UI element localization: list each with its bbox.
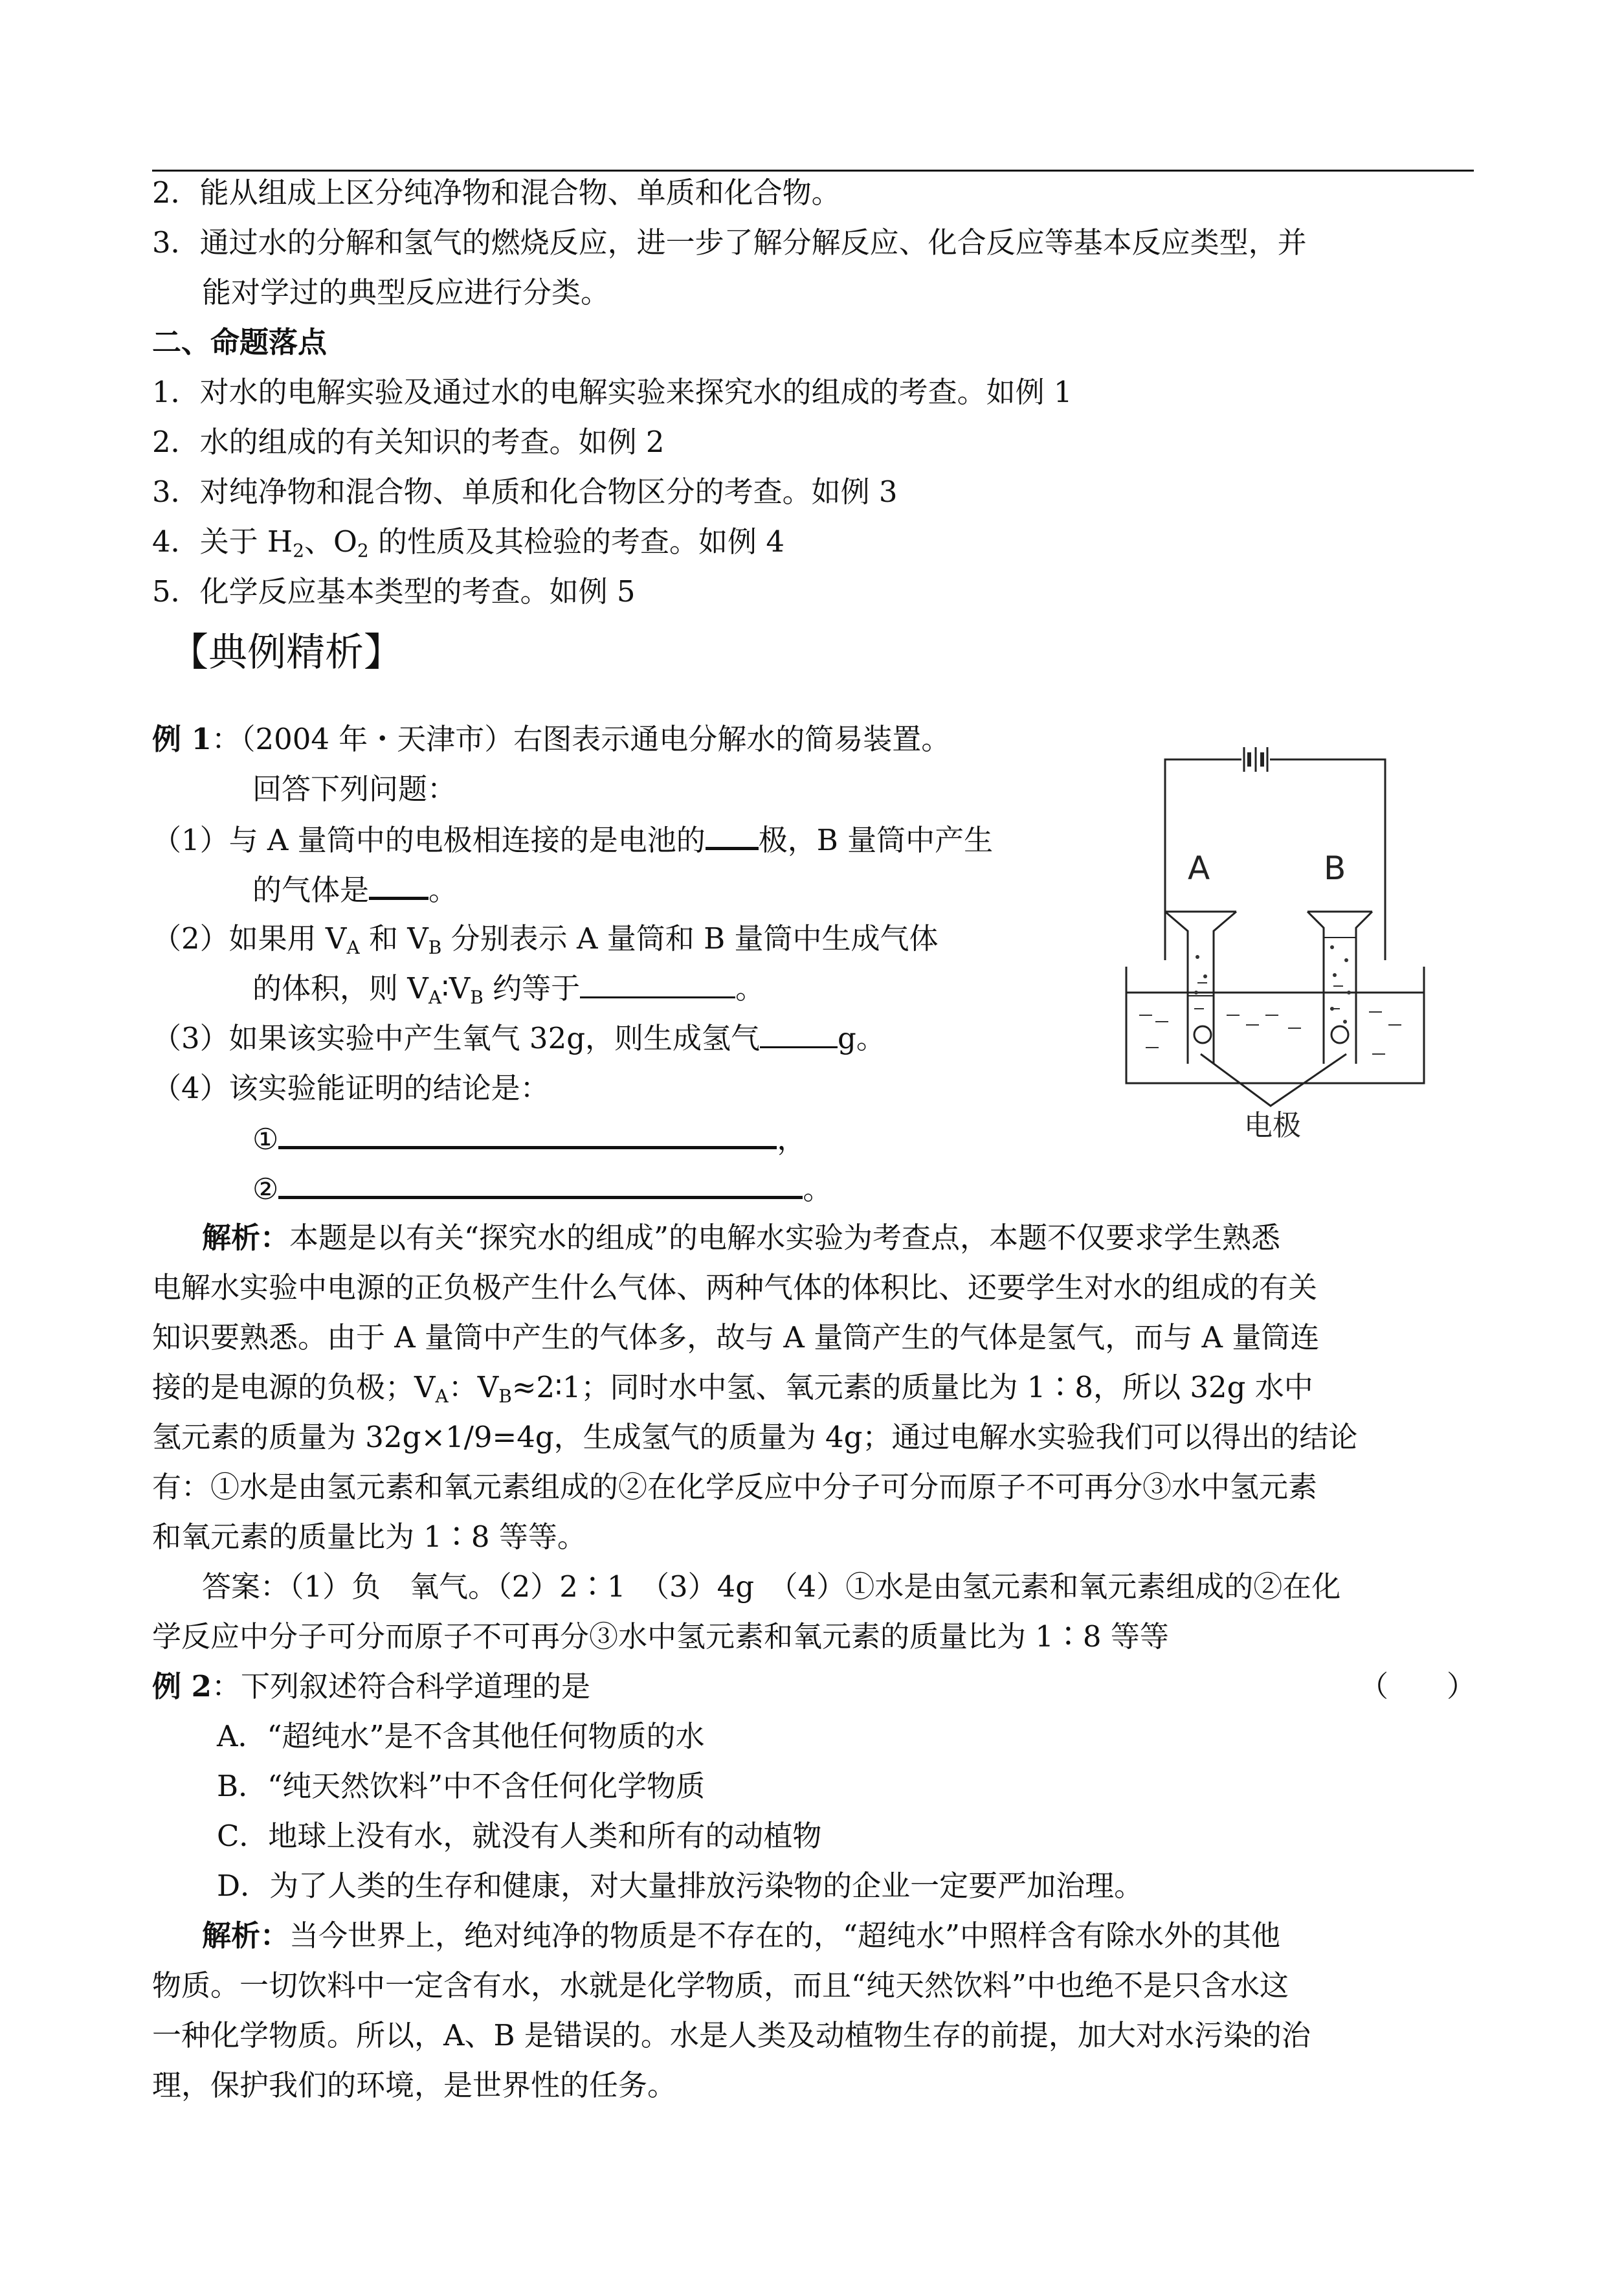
conclusion-2-marker: ② — [252, 1172, 279, 1206]
example-2-analysis-4: 理，保护我们的环境，是世界性的任务。 — [152, 2068, 677, 2102]
q3-text-a: （3）如果该实验中产生氧气 32g，则生成氢气 — [152, 1021, 761, 1055]
q2-text-f: 约等于 — [483, 971, 581, 1006]
cylinder-b-label: B — [1324, 849, 1346, 887]
example-2-question — [152, 1667, 590, 1706]
example-1-answer-1: 答案：（1）负 氧气。（2）2∶1 （3）4g （4）①水是由氢元素和氧元素组成的②在化 — [202, 1569, 1341, 1604]
conclusion-1-end: ， — [777, 1122, 806, 1156]
electrolysis-apparatus-diagram — [1100, 737, 1463, 1138]
answer-blank-4[interactable] — [760, 1019, 838, 1048]
option-c: C．地球上没有水，就没有人类和所有的动植物 — [217, 1819, 822, 1853]
q3-text-b: g。 — [838, 1021, 885, 1055]
gas-bubbles — [1194, 945, 1351, 1024]
proposition-item-4 — [152, 522, 784, 561]
answer-parentheses[interactable]: （ ） — [1359, 1669, 1476, 1703]
section-title-proposition: 二、命题落点 — [152, 325, 328, 359]
objective-item-2: 2．能从组成上区分纯净物和混合物、单质和化合物。 — [152, 175, 841, 210]
water-trough — [1126, 967, 1424, 1083]
cylinder-a — [1165, 912, 1236, 1064]
q1-text-d: 。 — [428, 873, 458, 907]
example-1-analysis-1 — [202, 1219, 1280, 1257]
example-1-intro — [152, 720, 950, 759]
example-2-label: 例 2 — [152, 1669, 212, 1703]
proposition-item-2: 2．水的组成的有关知识的考查。如例 2 — [152, 425, 665, 459]
analysis-4b: ：V — [448, 1370, 499, 1404]
proposition-item-1: 1．对水的电解实验及通过水的电解实验来探究水的组成的考查。如例 1 — [152, 375, 1073, 409]
cylinder-a-label: A — [1188, 849, 1210, 887]
analysis-label-2: 解析： — [202, 1918, 290, 1953]
answer-blank-1[interactable] — [706, 820, 759, 850]
example-2-analysis-3: 一种化学物质。所以，A、B 是错误的。水是人类及动植物生存的前提，加大对水污染的治 — [152, 2018, 1311, 2052]
section-title-examples: 【典例精析】 — [170, 630, 403, 675]
analysis-4-sub-b: B — [498, 1386, 512, 1407]
example-2-analysis-1 — [202, 1916, 1280, 1955]
q1-text-b: 极，B 量筒中产生 — [758, 823, 994, 857]
example-2-analysis-2: 物质。一切饮料中一定含有水，水就是化学物质，而且“纯天然饮料”中也绝不是只含水这 — [152, 1968, 1289, 2003]
q2-text-d: 的体积，则 V — [252, 971, 428, 1006]
objective-item-3: 3．通过水的分解和氢气的燃烧反应，进一步了解分解反应、化合反应等基本反应类型，并 — [152, 225, 1307, 260]
item4-sub-2: 2 — [357, 540, 369, 561]
example-2-question-text: ：下列叙述符合科学道理的是 — [211, 1669, 590, 1703]
item4-sub-1: 2 — [293, 540, 305, 561]
conclusion-1 — [252, 1119, 806, 1159]
q1-text-c: 的气体是 — [252, 873, 370, 907]
question-2-cont — [252, 969, 764, 1008]
example-1-analysis-3: 知识要熟悉。由于 A 量筒中产生的气体多，故与 A 量筒产生的气体是氢气，而与 A 量筒连 — [152, 1320, 1320, 1354]
question-3 — [152, 1019, 885, 1058]
electrode-b — [1331, 1026, 1348, 1043]
question-1 — [152, 820, 993, 860]
example-1-intro-text: ：（2004 年・天津市）右图表示通电分解水的简易装置。 — [211, 722, 951, 756]
q2-sub-d: B — [470, 987, 484, 1008]
proposition-item-5: 5．化学反应基本类型的考查。如例 5 — [152, 574, 636, 609]
conclusion-2-end: 。 — [803, 1172, 832, 1206]
objective-item-3-cont: 能对学过的典型反应进行分类。 — [202, 275, 610, 309]
option-a: A．“超纯水”是不含其他任何物质的水 — [217, 1719, 705, 1753]
answer-blank-5[interactable] — [278, 1119, 777, 1149]
option-d: D．为了人类的生存和健康，对大量排放污染物的企业一定要严加治理。 — [217, 1869, 1144, 1903]
question-1-cont — [252, 870, 458, 910]
q2-text-e: ∶V — [441, 971, 471, 1006]
conclusion-1-marker: ① — [252, 1122, 279, 1156]
q2-sub-a: A — [346, 937, 360, 958]
analysis-4a: 接的是电源的负极；V — [152, 1370, 436, 1404]
q2-text-c: 分别表示 A 量筒和 B 量筒中生成气体 — [441, 921, 939, 956]
answer-blank-2[interactable] — [369, 870, 428, 900]
example-1-label: 例 1 — [152, 722, 212, 756]
q1-text-a: （1）与 A 量筒中的电极相连接的是电池的 — [152, 823, 706, 857]
q2-text-a: （2）如果用 V — [152, 921, 347, 956]
analysis-text: 本题是以有关“探究水的组成”的电解水实验为考查点，本题不仅要求学生熟悉 — [289, 1220, 1281, 1255]
example-1-prompt: 回答下列问题： — [252, 772, 457, 806]
example-1-analysis-7: 和氧元素的质量比为 1∶8 等等。 — [152, 1520, 586, 1554]
analysis-4-sub-a: A — [435, 1386, 449, 1407]
analysis-text-2: 当今世界上，绝对纯净的物质是不存在的，“超纯水”中照样含有除水外的其他 — [289, 1918, 1281, 1953]
example-1-analysis-5: 氢元素的质量为 32g×1/9=4g，生成氢气的质量为 4g；通过电解水实验我们可以得出的结论 — [152, 1420, 1358, 1454]
example-1-analysis-6: 有：①水是由氢元素和氧元素组成的②在化学反应中分子可分而原子不可再分③水中氢元素 — [152, 1470, 1318, 1504]
electrode-a — [1194, 1026, 1211, 1043]
analysis-label: 解析： — [202, 1220, 290, 1255]
item4-mid: 、O — [304, 524, 357, 559]
q2-text-g: 。 — [735, 971, 765, 1006]
answer-blank-6[interactable] — [278, 1169, 803, 1199]
question-4: （4）该实验能证明的结论是： — [152, 1071, 550, 1105]
header-rule — [152, 170, 1474, 172]
question-2 — [152, 919, 938, 958]
item4-pre: 4．关于 H — [152, 524, 293, 559]
item4-post: 的性质及其检验的考查。如例 4 — [368, 524, 784, 559]
example-1-answer-2: 学反应中分子可分而原子不可再分③水中氢元素和氧元素的质量比为 1∶8 等等 — [152, 1619, 1169, 1654]
q2-text-b: 和 V — [359, 921, 428, 956]
q2-sub-c: A — [428, 987, 442, 1008]
example-1-analysis-2: 电解水实验中电源的正负极产生什么气体、两种气体的体积比、还要学生对水的组成的有关 — [152, 1270, 1318, 1305]
proposition-item-3: 3．对纯净物和混合物、单质和化合物区分的考查。如例 3 — [152, 475, 898, 509]
conclusion-2 — [252, 1169, 832, 1209]
cylinder-b — [1307, 912, 1372, 1064]
analysis-4c: ≈2∶1；同时水中氢、氧元素的质量比为 1∶8，所以 32g 水中 — [511, 1370, 1313, 1404]
option-b: B．“纯天然饮料”中不含任何化学物质 — [217, 1769, 706, 1803]
example-1-analysis-4 — [152, 1368, 1313, 1407]
electrode-label: 电极 — [1244, 1109, 1301, 1138]
answer-blank-3[interactable] — [580, 969, 735, 998]
q2-sub-b: B — [428, 937, 442, 958]
